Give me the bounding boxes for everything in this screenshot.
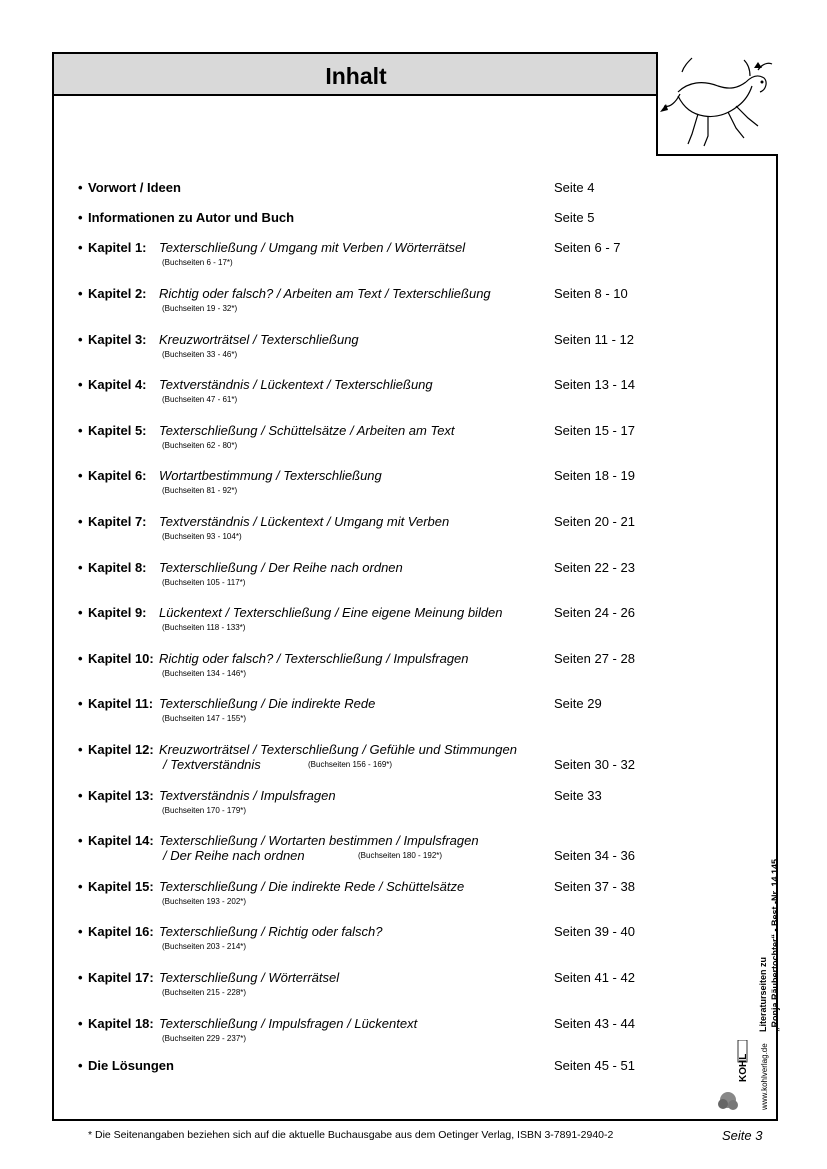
- bullet-point: •: [78, 1016, 83, 1031]
- toc-entry: [78, 879, 638, 909]
- entry-label: Kapitel 10:: [88, 651, 154, 666]
- entry-label: Kapitel 13:: [88, 788, 154, 803]
- toc-entry-line: [78, 696, 638, 712]
- toc-entry-book-line: [78, 1032, 638, 1046]
- entry-pages: Seiten 22 - 23: [554, 560, 635, 575]
- toc-entry-line: [78, 514, 638, 530]
- toc-entry: [78, 286, 638, 316]
- entry-topics: Richtig oder falsch? / Arbeiten am Text / Texterschließung: [159, 286, 491, 301]
- entry-topics: Lückentext / Texterschließung / Eine eigene Meinung bilden: [159, 605, 503, 620]
- entry-topics: Richtig oder falsch? / Texterschließung / Impulsfragen: [159, 651, 469, 666]
- logo-text: KOHL: [738, 1053, 749, 1082]
- entry-topics: Kreuzworträtsel / Texterschließung: [159, 332, 359, 347]
- toc-entry-line: [78, 377, 638, 393]
- entry-book-pages: (Buchseiten 156 - 169*): [308, 760, 393, 769]
- entry-label: Kapitel 2:: [88, 286, 147, 301]
- entry-label: Kapitel 7:: [88, 514, 147, 529]
- entry-label: Kapitel 14:: [88, 833, 154, 848]
- entry-pages: Seiten 13 - 14: [554, 377, 635, 392]
- toc-entry-line: [78, 468, 638, 484]
- publisher-logo: [716, 1040, 756, 1112]
- entry-pages: Seiten 15 - 17: [554, 423, 635, 438]
- toc-entry-book-line: [78, 348, 638, 362]
- toc-entry-line: [78, 1016, 638, 1032]
- entry-pages: Seiten 39 - 40: [554, 924, 635, 939]
- entry-label: Kapitel 18:: [88, 1016, 154, 1031]
- entry-pages: Seite 33: [554, 788, 602, 803]
- entry-book-pages: (Buchseiten 215 - 228*): [162, 988, 247, 997]
- entry-topics: Texterschließung / Schüttelsätze / Arbeiten am Text: [159, 423, 455, 438]
- entry-label: Kapitel 4:: [88, 377, 147, 392]
- toc-entry-line: [78, 240, 638, 256]
- entry-topics: Texterschließung / Wortarten bestimmen / Impulsfragen: [159, 833, 479, 848]
- entry-topics: Textverständnis / Lückentext / Umgang mit Verben: [159, 514, 450, 529]
- bullet-point: •: [78, 210, 83, 225]
- bullet-point: •: [78, 605, 83, 620]
- entry-book-pages: (Buchseiten 105 - 117*): [162, 578, 246, 587]
- entry-label: Kapitel 12:: [88, 742, 154, 757]
- entry-topics: Kreuzworträtsel / Texterschließung / Gefühle und Stimmungen: [159, 742, 517, 757]
- bullet-point: •: [78, 180, 83, 195]
- entry-book-pages: (Buchseiten 193 - 202*): [162, 897, 247, 906]
- entry-label: Kapitel 15:: [88, 879, 154, 894]
- entry-label: Kapitel 9:: [88, 605, 147, 620]
- toc-entry: [78, 180, 638, 196]
- entry-label: Kapitel 16:: [88, 924, 154, 939]
- entry-pages: Seiten 41 - 42: [554, 970, 635, 985]
- entry-book-pages: (Buchseiten 134 - 146*): [162, 669, 247, 678]
- toc-entry: [78, 1016, 638, 1046]
- entry-topics: Textverständnis / Impulsfragen: [159, 788, 336, 803]
- entry-book-pages: (Buchseiten 229 - 237*): [162, 1034, 247, 1043]
- toc-entry: [78, 468, 638, 498]
- entry-pages: Seiten 6 - 7: [554, 240, 621, 255]
- toc-entry: [78, 742, 638, 773]
- entry-topics-continued: / Textverständnis: [163, 757, 261, 772]
- entry-topics: Texterschließung / Wörterrätsel: [159, 970, 340, 985]
- entry-topics: Texterschließung / Die indirekte Rede / Schüttelsätze: [159, 879, 465, 894]
- entry-pages: Seite 29: [554, 696, 602, 711]
- bullet-point: •: [78, 970, 83, 985]
- entry-topics-continued: / Der Reihe nach ordnen: [163, 848, 305, 863]
- bullet-point: •: [78, 560, 83, 575]
- toc-entry: [78, 651, 638, 681]
- entry-pages: Seiten 18 - 19: [554, 468, 635, 483]
- toc-entry: [78, 332, 638, 362]
- sidebar-line1: Literaturseiten zu: [758, 956, 768, 1032]
- sidebar-title: [758, 957, 768, 1032]
- sidebar-line2: „Ronja Räubertochter“ - Best.-Nr. 14 145: [770, 858, 780, 1032]
- entry-label: Kapitel 5:: [88, 423, 147, 438]
- entry-label: Kapitel 17:: [88, 970, 154, 985]
- entry-pages: Seiten 37 - 38: [554, 879, 635, 894]
- toc-entry: [78, 514, 638, 544]
- entry-pages: Seiten 27 - 28: [554, 651, 635, 666]
- bullet-point: •: [78, 468, 83, 483]
- toc-entry-book-line: [78, 895, 638, 909]
- entry-topics: Wortartbestimmung / Texterschließung: [159, 468, 382, 483]
- toc-entry: [78, 696, 638, 726]
- toc-entry: [78, 788, 638, 818]
- entry-book-pages: (Buchseiten 118 - 133*): [162, 623, 246, 632]
- bullet-point: •: [78, 332, 83, 347]
- toc-entry-line: [78, 286, 638, 302]
- toc-entry-line: [78, 1058, 638, 1074]
- entry-pages: Seite 5: [554, 210, 595, 225]
- entry-book-pages: (Buchseiten 6 - 17*): [162, 258, 233, 267]
- publisher-url-text: www.kohlverlag.de: [760, 1043, 769, 1110]
- bullet-point: •: [78, 514, 83, 529]
- toc-entry-book-line: [78, 940, 638, 954]
- toc-entry-line2: [78, 848, 638, 864]
- entry-topics: Texterschließung / Die indirekte Rede: [159, 696, 376, 711]
- toc-entry-book-line: [78, 302, 638, 316]
- toc-entry-line: [78, 924, 638, 940]
- bullet-point: •: [78, 1058, 83, 1073]
- toc-entry: [78, 560, 638, 590]
- bullet-point: •: [78, 240, 83, 255]
- entry-book-pages: (Buchseiten 147 - 155*): [162, 714, 247, 723]
- entry-pages: Seiten 30 - 32: [554, 757, 635, 772]
- sidebar-subtitle: [770, 859, 780, 1032]
- toc-entry: [78, 924, 638, 954]
- toc-entry-line: [78, 742, 638, 758]
- horse-illustration: [656, 52, 778, 156]
- entry-book-pages: (Buchseiten 62 - 80*): [162, 441, 238, 450]
- entry-label: Informationen zu Autor und Buch: [88, 210, 295, 225]
- entry-book-pages: (Buchseiten 180 - 192*): [358, 851, 443, 860]
- entry-pages: Seiten 43 - 44: [554, 1016, 635, 1031]
- toc-entry-book-line: [78, 712, 638, 726]
- toc-entry-line: [78, 180, 638, 196]
- page-number: Seite 3: [722, 1128, 763, 1143]
- bullet-point: •: [78, 377, 83, 392]
- bullet-point: •: [78, 286, 83, 301]
- toc-entry: [78, 240, 638, 270]
- bullet-point: •: [78, 879, 83, 894]
- toc-entry: [78, 833, 638, 864]
- toc-entry: [78, 210, 638, 226]
- entry-pages: Seiten 34 - 36: [554, 848, 635, 863]
- toc-entry-line: [78, 879, 638, 895]
- toc-entry-book-line: [78, 986, 638, 1000]
- entry-label: Kapitel 1:: [88, 240, 147, 255]
- entry-pages: Seiten 20 - 21: [554, 514, 635, 529]
- toc-entry-book-line: [78, 667, 638, 681]
- entry-topics: Textverständnis / Lückentext / Texterschließung: [159, 377, 433, 392]
- entry-book-pages: (Buchseiten 47 - 61*): [162, 395, 238, 404]
- toc-entry-line: [78, 332, 638, 348]
- toc-entry: [78, 377, 638, 407]
- entry-book-pages: (Buchseiten 93 - 104*): [162, 532, 242, 541]
- toc-entry: [78, 423, 638, 453]
- page-title: Inhalt: [325, 63, 387, 89]
- bullet-point: •: [78, 696, 83, 711]
- entry-label: Kapitel 6:: [88, 468, 147, 483]
- entry-pages: Seiten 45 - 51: [554, 1058, 635, 1073]
- toc-entry-line: [78, 833, 638, 849]
- entry-topics: Texterschließung / Impulsfragen / Lückentext: [159, 1016, 418, 1031]
- entry-topics: Texterschließung / Richtig oder falsch?: [159, 924, 383, 939]
- entry-book-pages: (Buchseiten 19 - 32*): [162, 304, 238, 313]
- entry-label: Kapitel 8:: [88, 560, 147, 575]
- toc-entry-book-line: [78, 393, 638, 407]
- bullet-point: •: [78, 423, 83, 438]
- bullet-point: •: [78, 924, 83, 939]
- toc-entry-line: [78, 605, 638, 621]
- entry-book-pages: (Buchseiten 81 - 92*): [162, 486, 238, 495]
- entry-topics: Texterschließung / Der Reihe nach ordnen: [159, 560, 403, 575]
- entry-label: Vorwort / Ideen: [88, 180, 181, 195]
- toc-entry-line: [78, 423, 638, 439]
- toc-entry-book-line: [78, 804, 638, 818]
- bullet-point: •: [78, 742, 83, 757]
- title-bar: [54, 54, 658, 96]
- entry-label: Die Lösungen: [88, 1058, 174, 1073]
- toc-entry-line: [78, 560, 638, 576]
- kohl-logo-icon: [716, 1040, 756, 1112]
- entry-pages: Seiten 8 - 10: [554, 286, 628, 301]
- horse-sketch-icon: [658, 52, 776, 152]
- toc-entry-line: [78, 970, 638, 986]
- toc-entry-line: [78, 788, 638, 804]
- toc-entry: [78, 1058, 638, 1074]
- bullet-point: •: [78, 788, 83, 803]
- entry-pages: Seiten 11 - 12: [554, 332, 634, 347]
- toc-entry-book-line: [78, 530, 638, 544]
- toc-entry-book-line: [78, 439, 638, 453]
- toc-entry-book-line: [78, 484, 638, 498]
- toc-entry: [78, 970, 638, 1000]
- entry-pages: Seiten 24 - 26: [554, 605, 635, 620]
- toc-entry-line: [78, 651, 638, 667]
- entry-label: Kapitel 3:: [88, 332, 147, 347]
- bullet-point: •: [78, 651, 83, 666]
- toc-entry-book-line: [78, 256, 638, 270]
- entry-topics: Texterschließung / Umgang mit Verben / Wörterrätsel: [159, 240, 466, 255]
- footnote: * Die Seitenangaben beziehen sich auf die aktuelle Buchausgabe aus dem Oetinger Verlag, ISBN 3-7891-2940-2: [88, 1129, 614, 1141]
- toc-entry-line2: [78, 757, 638, 773]
- entry-label: Kapitel 11:: [88, 696, 154, 711]
- bullet-point: •: [78, 833, 83, 848]
- toc-entry-book-line: [78, 621, 638, 635]
- toc-entry-book-line: [78, 576, 638, 590]
- entry-book-pages: (Buchseiten 33 - 46*): [162, 350, 238, 359]
- publisher-url: [760, 1043, 769, 1110]
- entry-book-pages: (Buchseiten 170 - 179*): [162, 806, 247, 815]
- toc-entry-line: [78, 210, 638, 226]
- entry-book-pages: (Buchseiten 203 - 214*): [162, 942, 247, 951]
- entry-pages: Seite 4: [554, 180, 595, 195]
- toc-entry: [78, 605, 638, 635]
